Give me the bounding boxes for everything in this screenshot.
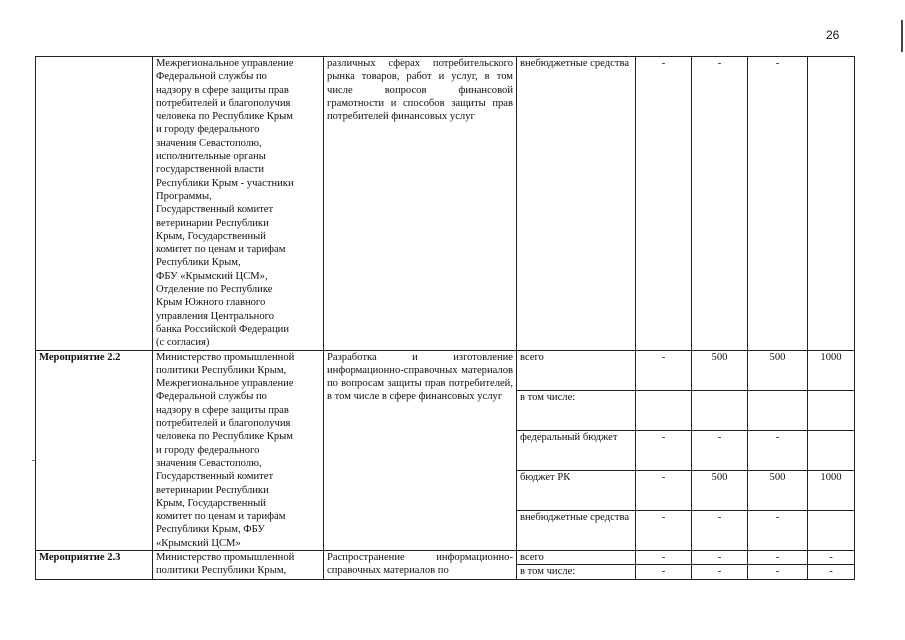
value-cell-2: -	[692, 565, 748, 579]
executor-line: Крым Южного главного	[156, 297, 266, 309]
value-cell-2: -	[692, 510, 748, 550]
executor-line: потребителей и благополучия	[156, 97, 291, 109]
executor-line: политики Республики Крым,	[156, 364, 287, 376]
executor-line: человека по Республике Крым	[156, 111, 293, 123]
executor-line: Программы,	[156, 190, 212, 202]
value-cell-2: -	[692, 550, 748, 564]
funding-source-cell: федеральный бюджет	[517, 430, 636, 470]
executor-line: управления Центрального	[156, 310, 275, 322]
value-cell-3: -	[748, 510, 808, 550]
value-cell-1	[636, 390, 692, 430]
executors-cell	[153, 57, 324, 351]
value-cell-1: -	[636, 470, 692, 510]
value-cell-total: 1000	[808, 470, 855, 510]
executor-line: Межрегиональное управление	[156, 378, 294, 390]
executor-line: и городу федерального	[156, 124, 260, 136]
executor-line: Министерство промышленной	[156, 351, 295, 363]
value-cell-1: -	[636, 57, 692, 351]
executor-line: человека по Республике Крым	[156, 431, 293, 443]
value-cell-3: -	[748, 57, 808, 351]
executor-line: исполнительные органы	[156, 151, 266, 163]
executors-cell	[153, 350, 324, 550]
table-row	[36, 350, 855, 390]
funding-source-cell: внебюджетные средства	[517, 57, 636, 351]
funding-source-cell: внебюджетные средства	[517, 510, 636, 550]
executor-line: политики Республики Крым,	[156, 565, 287, 577]
value-cell-total: -	[808, 550, 855, 564]
value-cell-2: -	[692, 430, 748, 470]
executor-line: комитет по ценам и тарифам	[156, 244, 286, 256]
executor-line: Республики Крым - участники	[156, 177, 294, 189]
table-row	[36, 57, 855, 351]
executor-line: Межрегиональное управление	[156, 58, 294, 69]
table-row	[36, 550, 855, 564]
value-cell-2	[692, 390, 748, 430]
measure-cell: Мероприятие 2.2	[36, 350, 153, 550]
measure-cell	[36, 57, 153, 351]
value-cell-total	[808, 430, 855, 470]
funding-source-cell: всего	[517, 550, 636, 564]
executor-line: Федеральной службы по	[156, 391, 267, 403]
value-cell-total: -	[808, 565, 855, 579]
executor-line: потребителей и благополучия	[156, 418, 291, 430]
value-cell-1: -	[636, 510, 692, 550]
executor-line: комитет по ценам и тарифам	[156, 511, 286, 523]
executor-line: надзору в сфере защиты прав	[156, 404, 289, 416]
executor-line: Крым, Государственный	[156, 230, 266, 242]
funding-source-cell: бюджет РК	[517, 470, 636, 510]
value-cell-3: 500	[748, 470, 808, 510]
value-cell-3	[748, 390, 808, 430]
executor-line: Республики Крым,	[156, 257, 241, 269]
executor-line: ветеринарии Республики	[156, 217, 269, 229]
value-cell-1: -	[636, 430, 692, 470]
value-cell-3: -	[748, 565, 808, 579]
executor-line: Государственный комитет	[156, 204, 274, 216]
executor-line: и городу федерального	[156, 444, 260, 456]
value-cell-2: 500	[692, 470, 748, 510]
value-cell-3: -	[748, 550, 808, 564]
value-cell-1: -	[636, 550, 692, 564]
executor-line: значения Севастополю,	[156, 137, 262, 149]
executor-line: Республики Крым, ФБУ	[156, 524, 265, 536]
scan-edge-mark	[901, 20, 903, 52]
executor-line: банка Российской Федерации	[156, 323, 289, 335]
value-cell-3: -	[748, 430, 808, 470]
executor-line: (с согласия)	[156, 337, 210, 349]
program-table	[35, 56, 855, 580]
executor-line: значения Севастополю,	[156, 457, 262, 469]
value-cell-total	[808, 390, 855, 430]
value-cell-2: -	[692, 57, 748, 351]
measure-cell: Мероприятие 2.3	[36, 550, 153, 579]
executor-line: надзору в сфере защиты прав	[156, 84, 289, 96]
value-cell-2: 500	[692, 350, 748, 390]
value-cell-1: -	[636, 565, 692, 579]
executor-line: государственной власти	[156, 164, 265, 176]
executors-cell	[153, 550, 324, 579]
description-cell: Распространение информационно-справочных материалов по	[324, 550, 517, 579]
value-cell-3: 500	[748, 350, 808, 390]
executor-line: ветеринарии Республики	[156, 484, 269, 496]
funding-source-cell: в том числе:	[517, 565, 636, 579]
value-cell-1: -	[636, 350, 692, 390]
executor-line: Государственный комитет	[156, 471, 274, 483]
page-number: 26	[826, 28, 840, 42]
value-cell-total	[808, 57, 855, 351]
executor-line: ФБУ «Крымский ЦСМ»,	[156, 270, 268, 282]
value-cell-total	[808, 510, 855, 550]
description-cell: различных сферах потребительского рынка товаров, работ и услуг, в том числе вопросов финансовой грамотности и способов защиты прав потребителей финансовых услуг	[324, 57, 517, 351]
executor-line: «Крымский ЦСМ»	[156, 537, 241, 549]
value-cell-total: 1000	[808, 350, 855, 390]
funding-source-cell: всего	[517, 350, 636, 390]
executor-line: Крым, Государственный	[156, 497, 266, 509]
executor-line: Отделение по Республике	[156, 284, 273, 296]
executor-line: Министерство промышленной	[156, 551, 295, 563]
executor-line: Федеральной службы по	[156, 71, 267, 83]
funding-source-cell: в том числе:	[517, 390, 636, 430]
description-cell: Разработка и изготовление информационно-справочных материалов по вопросам защиты прав потребителей, в том числе в сфере финансовых услуг	[324, 350, 517, 550]
